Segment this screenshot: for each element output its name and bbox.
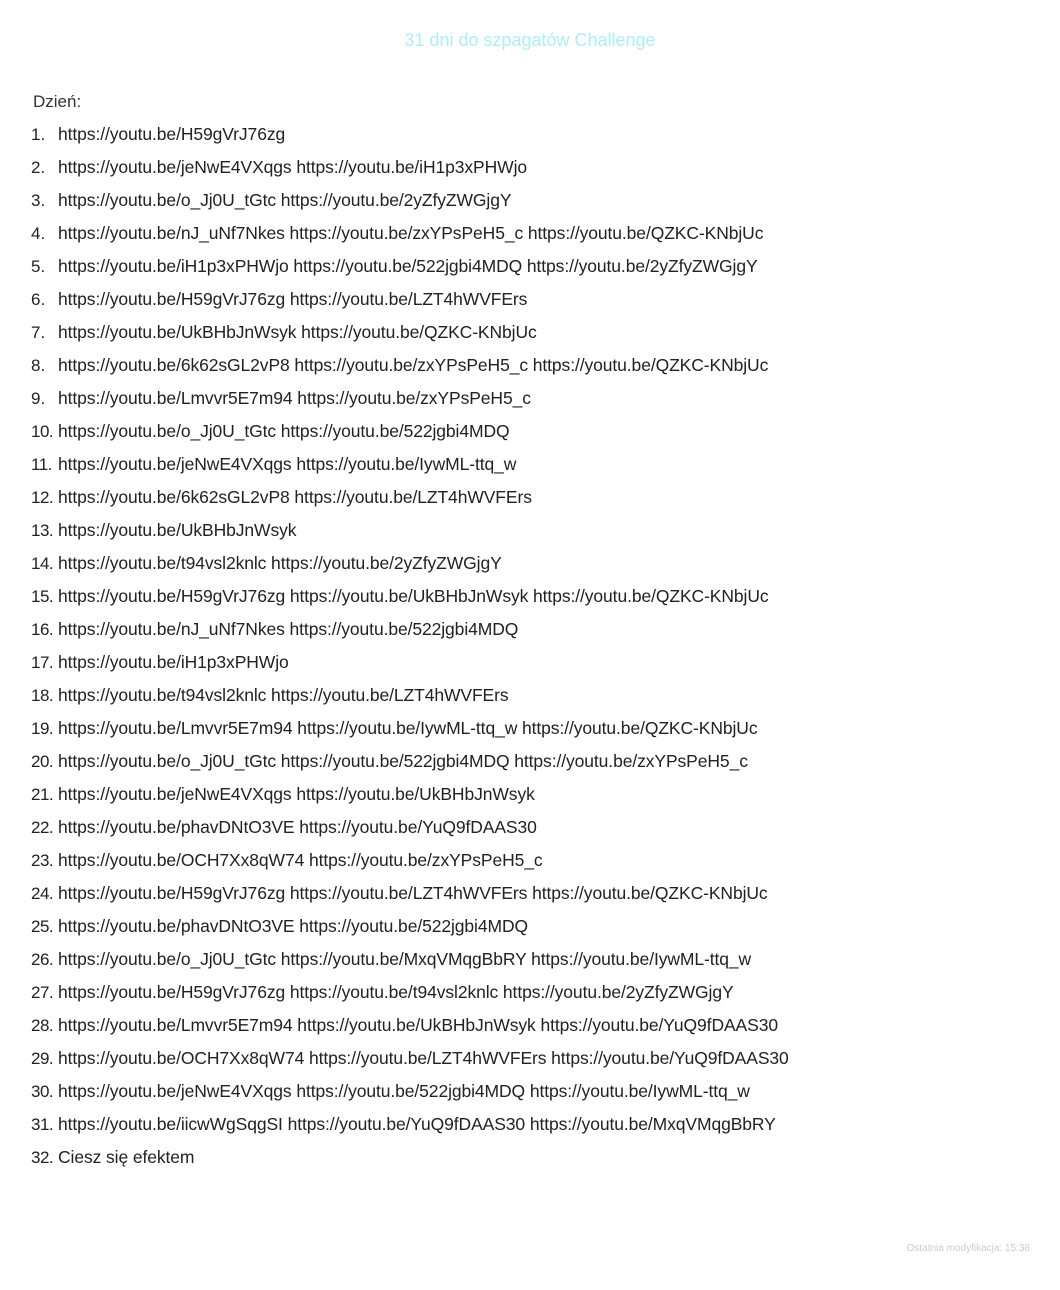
list-item [31, 316, 1041, 349]
item-links[interactable]: https://youtu.be/t94vsl2knlc https://youtu.be/2yZfyZWGjgY [58, 553, 502, 573]
list-item [31, 382, 1041, 415]
item-links[interactable]: https://youtu.be/H59gVrJ76zg https://youtu.be/LZT4hWVFErs [58, 289, 528, 309]
item-links[interactable]: https://youtu.be/H59gVrJ76zg [58, 124, 286, 144]
item-number: 1. [31, 125, 46, 144]
item-links[interactable]: https://youtu.be/jeNwE4VXqgs https://youtu.be/UkBHbJnWsyk [58, 784, 535, 804]
list-item [31, 481, 1041, 514]
list-item [31, 976, 1041, 1009]
item-number: 23. [31, 851, 54, 870]
list-item [31, 910, 1041, 943]
item-number: 31. [31, 1115, 54, 1134]
item-number: 15. [31, 587, 54, 606]
day-list [31, 118, 1041, 1174]
list-item [31, 580, 1041, 613]
item-number: 22. [31, 818, 54, 837]
item-links[interactable]: https://youtu.be/OCH7Xx8qW74 https://youtu.be/zxYPsPeH5_c [58, 850, 543, 870]
item-number: 21. [31, 785, 54, 804]
item-number: 14. [31, 554, 54, 573]
item-links[interactable]: https://youtu.be/jeNwE4VXqgs https://youtu.be/IywML-ttq_w [58, 454, 517, 474]
item-links[interactable]: https://youtu.be/6k62sGL2vP8 https://youtu.be/LZT4hWVFErs [58, 487, 532, 507]
list-item [31, 778, 1041, 811]
item-number: 4. [31, 224, 46, 243]
list-item [31, 118, 1041, 151]
item-number: 32. [31, 1148, 54, 1167]
item-number: 16. [31, 620, 54, 639]
item-number: 6. [31, 290, 46, 309]
item-number: 9. [31, 389, 46, 408]
item-links[interactable]: https://youtu.be/o_Jj0U_tGtc https://youtu.be/522jgbi4MDQ [58, 421, 510, 441]
item-number: 13. [31, 521, 54, 540]
item-links[interactable]: https://youtu.be/H59gVrJ76zg https://youtu.be/t94vsl2knlc https://youtu.be/2yZfyZWGjgY [58, 982, 734, 1002]
item-number: 3. [31, 191, 46, 210]
item-number: 30. [31, 1082, 54, 1101]
item-number: 5. [31, 257, 46, 276]
item-links[interactable]: https://youtu.be/OCH7Xx8qW74 https://youtu.be/LZT4hWVFErs https://youtu.be/YuQ9fDAAS30 [58, 1048, 789, 1068]
item-links[interactable]: https://youtu.be/Lmvvr5E7m94 https://youtu.be/IywML-ttq_w https://youtu.be/QZKC-KNbjUc [58, 718, 758, 738]
item-links[interactable]: https://youtu.be/phavDNtO3VE https://youtu.be/YuQ9fDAAS30 [58, 817, 537, 837]
item-number: 20. [31, 752, 54, 771]
list-item [31, 283, 1041, 316]
document-title: 31 dni do szpagatów Challenge [404, 30, 656, 50]
item-links[interactable]: https://youtu.be/jeNwE4VXqgs https://youtu.be/522jgbi4MDQ https://youtu.be/IywML-ttq_w [58, 1081, 750, 1101]
item-number: 11. [31, 455, 52, 474]
item-text: Ciesz się efektem [58, 1147, 195, 1167]
last-modified-footer: Ostatnia modyfikacja: 15:38 [906, 1243, 1030, 1254]
item-number: 25. [31, 917, 54, 936]
item-links[interactable]: https://youtu.be/H59gVrJ76zg https://youtu.be/UkBHbJnWsyk https://youtu.be/QZKC-KNbjUc [58, 586, 769, 606]
item-links[interactable]: https://youtu.be/nJ_uNf7Nkes https://youtu.be/522jgbi4MDQ [58, 619, 519, 639]
list-item [31, 415, 1041, 448]
list-item [31, 448, 1041, 481]
item-links[interactable]: https://youtu.be/o_Jj0U_tGtc https://youtu.be/522jgbi4MDQ https://youtu.be/zxYPsPeH5_c [58, 751, 748, 771]
item-links[interactable]: https://youtu.be/Lmvvr5E7m94 https://youtu.be/UkBHbJnWsyk https://youtu.be/YuQ9fDAAS30 [58, 1015, 778, 1035]
list-item [31, 349, 1041, 382]
list-item [31, 547, 1041, 580]
list-item [31, 877, 1041, 910]
list-item [31, 943, 1041, 976]
list-item [31, 613, 1041, 646]
item-number: 26. [31, 950, 54, 969]
item-number: 27. [31, 983, 54, 1002]
item-number: 10. [31, 422, 54, 441]
item-links[interactable]: https://youtu.be/6k62sGL2vP8 https://youtu.be/zxYPsPeH5_c https://youtu.be/QZKC-KNbjUc [58, 355, 769, 375]
item-links[interactable]: https://youtu.be/Lmvvr5E7m94 https://youtu.be/zxYPsPeH5_c [58, 388, 531, 408]
item-number: 8. [31, 356, 46, 375]
item-number: 28. [31, 1016, 54, 1035]
day-label: Dzień: [33, 92, 82, 111]
item-number: 17. [31, 653, 54, 672]
item-number: 7. [31, 323, 46, 342]
list-item [31, 1075, 1041, 1108]
item-links[interactable]: https://youtu.be/phavDNtO3VE https://youtu.be/522jgbi4MDQ [58, 916, 528, 936]
item-links[interactable]: https://youtu.be/UkBHbJnWsyk [58, 520, 297, 540]
item-number: 12. [31, 488, 54, 507]
item-links[interactable]: https://youtu.be/o_Jj0U_tGtc https://youtu.be/MxqVMqgBbRY https://youtu.be/IywML-ttq_w [58, 949, 752, 969]
item-links[interactable]: https://youtu.be/iH1p3xPHWjo https://youtu.be/522jgbi4MDQ https://youtu.be/2yZfyZWGjgY [58, 256, 758, 276]
list-item [31, 1042, 1041, 1075]
item-links[interactable]: https://youtu.be/iH1p3xPHWjo [58, 652, 289, 672]
list-item [31, 217, 1041, 250]
item-number: 2. [31, 158, 46, 177]
list-item [31, 844, 1041, 877]
item-links[interactable]: https://youtu.be/t94vsl2knlc https://youtu.be/LZT4hWVFErs [58, 685, 509, 705]
item-links[interactable]: https://youtu.be/H59gVrJ76zg https://youtu.be/LZT4hWVFErs https://youtu.be/QZKC-KNbjUc [58, 883, 768, 903]
item-links[interactable]: https://youtu.be/jeNwE4VXqgs https://youtu.be/iH1p3xPHWjo [58, 157, 527, 177]
item-links[interactable]: https://youtu.be/o_Jj0U_tGtc https://youtu.be/2yZfyZWGjgY [58, 190, 512, 210]
list-item [31, 679, 1041, 712]
item-links[interactable]: https://youtu.be/iicwWgSqgSI https://youtu.be/YuQ9fDAAS30 https://youtu.be/MxqVMqgBbRY [58, 1114, 776, 1134]
item-links[interactable]: https://youtu.be/UkBHbJnWsyk https://youtu.be/QZKC-KNbjUc [58, 322, 537, 342]
list-item [31, 250, 1041, 283]
list-item [31, 646, 1041, 679]
list-item [31, 712, 1041, 745]
list-item [31, 811, 1041, 844]
item-number: 24. [31, 884, 54, 903]
list-item [31, 151, 1041, 184]
item-number: 29. [31, 1049, 54, 1068]
list-item [31, 745, 1041, 778]
list-item [31, 184, 1041, 217]
item-links[interactable]: https://youtu.be/nJ_uNf7Nkes https://youtu.be/zxYPsPeH5_c https://youtu.be/QZKC-KNbjUc [58, 223, 764, 243]
list-item [31, 1108, 1041, 1141]
list-item [31, 514, 1041, 547]
list-item [31, 1009, 1041, 1042]
item-number: 19. [31, 719, 54, 738]
item-number: 18. [31, 686, 54, 705]
list-item [31, 1141, 1041, 1174]
